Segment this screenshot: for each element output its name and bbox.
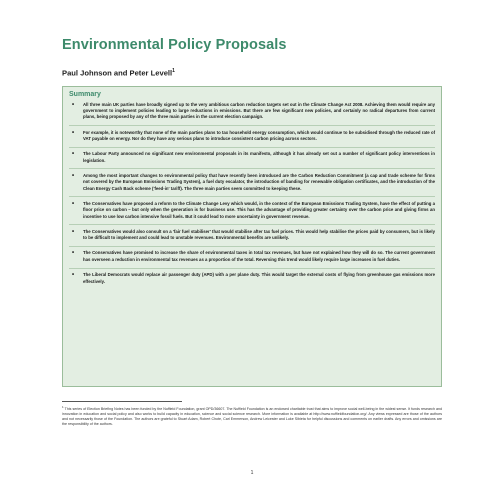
footnote-text: This series of Election Briefing Notes has been funded by the Nuffield Foundation, grant OPD/36607. The Nuffield Foundation is an endowed charitable trust that aims to improve social well-being in the widest sense. It funds research and innovation in education and social policy and also works to build capacity in education, science and social science research. More information is available at http://www.nuffieldfoundation.org/. Any views expressed are those of the authors and not necessarily those of the Foundation. The authors are grateful to Stuart Adam, Robert Chote, Carl Emmerson, Andrew Leicester and Luke Sibieta for helpful discussions and comments on earlier drafts. Any errors and omissions are the responsibility of the authors. (62, 407, 442, 426)
bullet-icon: • (72, 129, 75, 136)
summary-point-text: Among the most important changes to environmental policy that have recently been introduced are the Carbon Reduction Commitment (a cap and trade scheme for firms not covered by the European Emissions Trading System), a fuel duty escalator, the introduction of banding for renewable obligation certificates, and the introduction of the Clean Energy Cash Back scheme ('feed-in' tariff). The three main parties seem committed to keeping these. (83, 172, 435, 191)
bullet-icon: • (72, 172, 75, 179)
summary-point (69, 272, 435, 285)
summary-point (69, 102, 435, 127)
summary-point-text: All three main UK parties have broadly signed up to the very ambitious carbon reduction targets set out in the Climate Change Act 2008. Achieving them would require any government to implement policies leading to large reductions in emissions. But there are few significant new policies, and certainly no radical departures from current plans, being proposed by any of the three main parties in the current election campaign. (83, 101, 435, 120)
document-page (62, 36, 442, 488)
summary-point (69, 173, 435, 198)
bullet-icon: • (72, 228, 75, 235)
summary-point-text: The Conservatives have proposed a reform to the Climate Change Levy which would, in the context of the European Emissions Trading System, have the effect of putting a floor price on carbon – but only when the generation is for business use. This has the advantage of providing greater certainty over the carbon price and giving firms an incentive to use low carbon intensive fossil fuels. But it could lead to more uncertainty in government revenue. (83, 200, 435, 219)
summary-point-text: For example, it is noteworthy that none of the main parties plans to tax household energy consumption, which would continue to be subsidised through the reduced rate of VAT payable on energy. Nor do they have any serious plans to introduce consistent carbon pricing across sectors. (83, 129, 435, 142)
summary-point (69, 250, 435, 268)
summary-point (69, 130, 435, 148)
summary-list (69, 102, 435, 285)
bullet-icon: • (72, 250, 75, 257)
footnote (62, 405, 442, 427)
summary-point-text: The Conservatives have promised to increase the share of environmental taxes in total tax revenues, but have not explained how they will do so. The current government has overseen a reduction in environmental tax revenues as a proportion of the total. Reversing this trend would likely require large increases in fuel duties. (83, 250, 435, 262)
summary-heading: Summary (69, 90, 101, 98)
authors-text: Paul Johnson and Peter Levell (62, 68, 173, 78)
footnote-mark: 1 (62, 405, 64, 409)
bullet-icon: • (72, 200, 75, 207)
footnote-separator (62, 401, 182, 402)
document-title: Environmental Policy Proposals (62, 37, 287, 53)
bullet-icon: • (72, 272, 75, 279)
summary-point (69, 201, 435, 226)
page-number: 1 (250, 470, 254, 476)
summary-point-text: The Conservatives would also consult on a 'fair fuel stabiliser' that would stabilise after tax fuel prices. This would help stabilise the prices paid by consumers, but is likely to be difficult to implement and could lead to unstable revenues. Environmental benefits are unlikely. (83, 228, 435, 241)
bullet-icon: • (72, 151, 75, 158)
summary-point-text: The Labour Party announced no significant new environmental proposals in its manifesto, although it has already set out a number of significant policy interventions in legislation. (83, 151, 435, 163)
bullet-icon: • (72, 101, 75, 108)
author-footnote-mark: 1 (172, 68, 175, 74)
summary-point (69, 151, 435, 169)
summary-box (62, 86, 442, 387)
summary-point (69, 229, 435, 247)
summary-point-text: The Liberal Democrats would replace air passenger duty (APD) with a per plane duty. This would target the external costs of flying from greenhouse gas emissions more effectively. (83, 272, 435, 284)
author-line (62, 67, 442, 78)
